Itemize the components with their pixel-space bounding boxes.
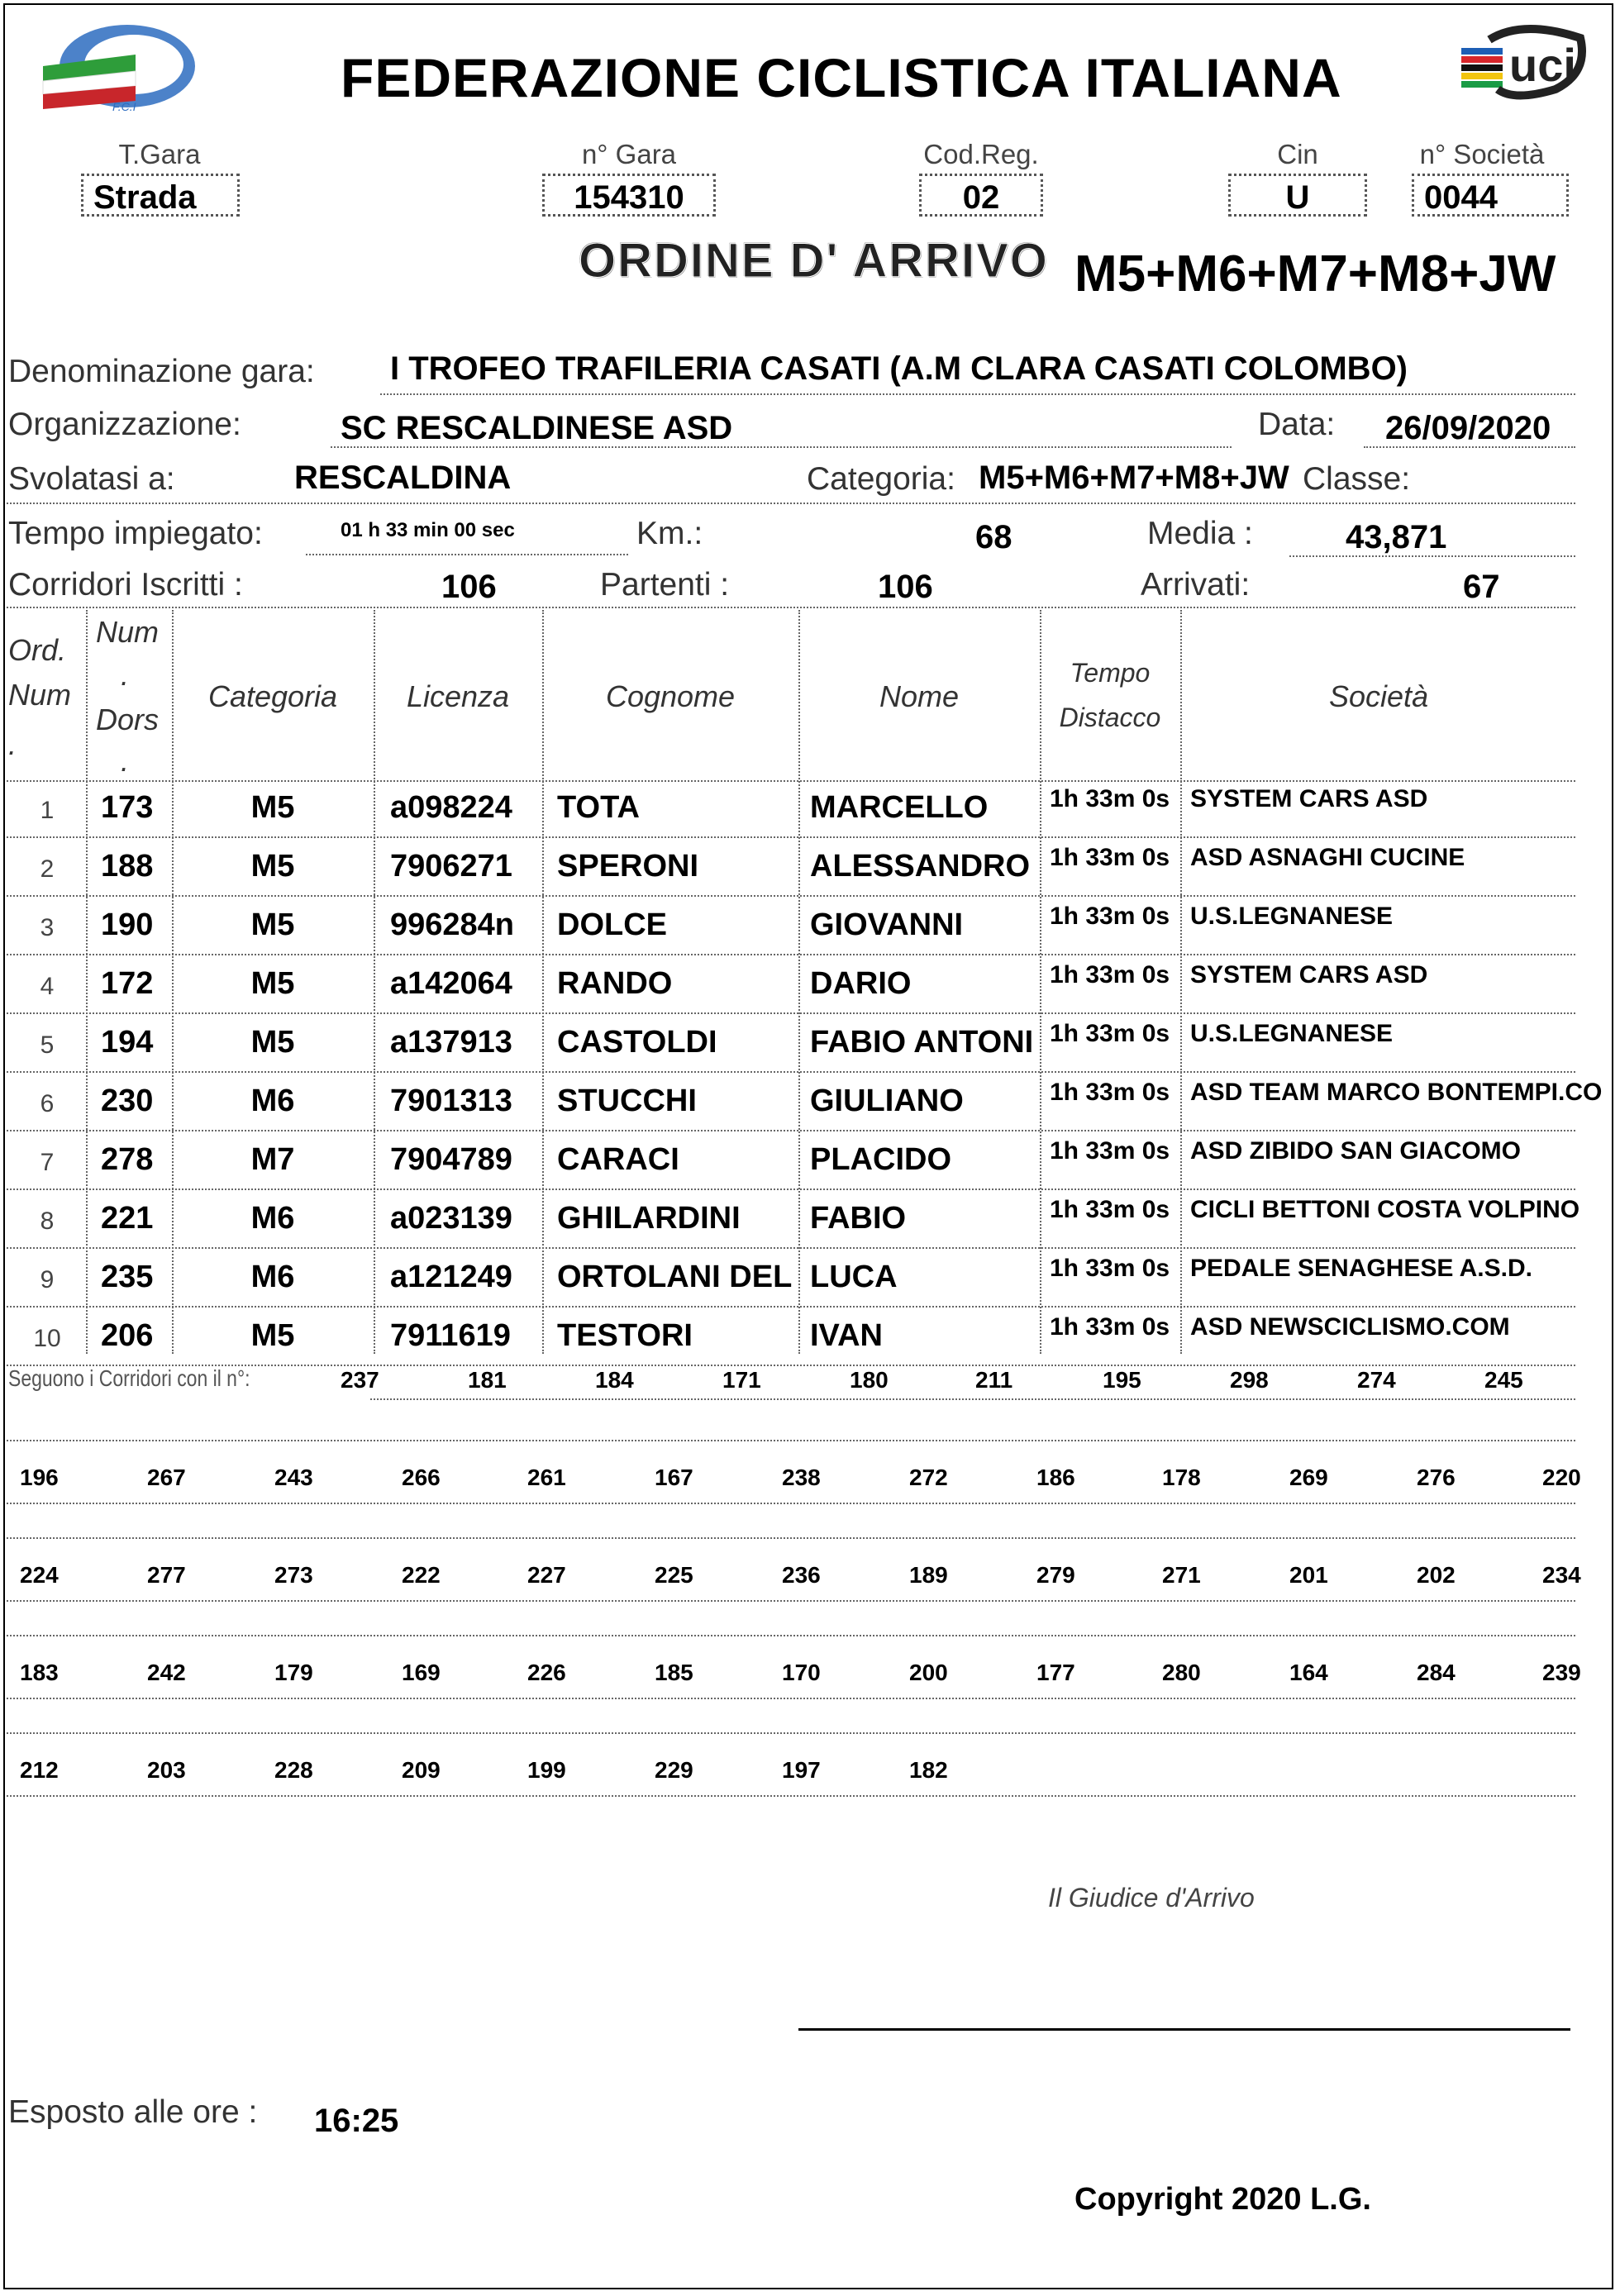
row-divider xyxy=(7,1012,1575,1014)
dors-cell: 230 xyxy=(101,1084,154,1118)
ord-cell: 1 xyxy=(40,797,55,824)
iscritti-value: 106 xyxy=(441,569,497,605)
media-label: Media : xyxy=(1147,516,1253,551)
categoria-cell: M7 xyxy=(250,1142,295,1177)
cin-label: Cin xyxy=(1277,139,1318,169)
nome-cell: PLACIDO xyxy=(810,1142,951,1177)
ord-cell: 6 xyxy=(40,1090,55,1117)
licenza-cell: a098224 xyxy=(390,790,512,825)
societa-cell: U.S.LEGNANESE xyxy=(1190,903,1394,930)
data-label: Data: xyxy=(1258,407,1336,442)
seguono-number: 178 xyxy=(1162,1465,1201,1490)
uci-logo-text: uci xyxy=(1509,39,1576,91)
tempo-cell: 1h 33m 0s xyxy=(1050,1020,1170,1047)
seguono-number: 234 xyxy=(1542,1562,1581,1588)
tempo-cell: 1h 33m 0s xyxy=(1050,1137,1170,1165)
doc-type-heading: ORDINE D' ARRIVO xyxy=(579,234,1049,288)
tempo-cell: 1h 33m 0s xyxy=(1050,1196,1170,1223)
dors-cell: 188 xyxy=(101,849,154,884)
seguono-number: 226 xyxy=(527,1660,566,1685)
licenza-cell: 7906271 xyxy=(390,849,512,884)
seguono-number: 220 xyxy=(1542,1465,1581,1490)
cognome-cell: TESTORI xyxy=(557,1318,693,1353)
tempo-label: Tempo impiegato: xyxy=(8,516,263,551)
row-divider xyxy=(7,895,1575,897)
km-value: 68 xyxy=(975,519,1012,555)
row-divider xyxy=(7,1188,1575,1190)
seguono-number: 170 xyxy=(782,1660,821,1685)
svolatasi-value: RESCALDINA xyxy=(294,460,512,496)
cognome-cell: ORTOLANI DEL xyxy=(557,1260,793,1294)
nome-cell: GIOVANNI xyxy=(810,907,964,942)
seguono-number: 271 xyxy=(1162,1562,1201,1588)
seguono-number: 227 xyxy=(527,1562,566,1588)
header-dors-1: Num xyxy=(96,615,160,649)
tempo-cell: 1h 33m 0s xyxy=(1050,1079,1170,1106)
row-divider xyxy=(7,836,1575,838)
nome-cell: GIULIANO xyxy=(810,1084,964,1118)
societa-cell: ASD ASNAGHI CUCINE xyxy=(1190,844,1465,871)
km-label: Km.: xyxy=(636,516,703,551)
seguono-number: 273 xyxy=(274,1562,313,1588)
header-dors-3: Dors xyxy=(96,703,160,736)
organizzazione-label: Organizzazione: xyxy=(8,407,241,442)
codreg-field: 02 xyxy=(919,174,1043,217)
categories-heading: M5+M6+M7+M8+JW xyxy=(1074,245,1556,302)
nome-cell: LUCA xyxy=(810,1260,898,1294)
seguono-number: 197 xyxy=(782,1757,821,1783)
dors-cell: 194 xyxy=(101,1025,154,1060)
row-divider xyxy=(7,954,1575,955)
ord-cell: 10 xyxy=(33,1325,61,1352)
licenza-cell: a023139 xyxy=(390,1201,512,1236)
tgara-field: Strada xyxy=(81,174,240,217)
header-licenza: Licenza xyxy=(406,679,510,713)
partenti-label: Partenti : xyxy=(600,567,730,603)
nome-cell: ALESSANDRO xyxy=(810,849,1031,884)
copyright: Copyright 2020 L.G. xyxy=(1074,2182,1371,2217)
seguono-number: 199 xyxy=(527,1757,566,1783)
row-divider xyxy=(7,1071,1575,1073)
iscritti-label: Corridori Iscritti : xyxy=(8,567,243,603)
cognome-cell: RANDO xyxy=(557,966,673,1001)
ord-cell: 3 xyxy=(40,914,55,941)
societa-cell: PEDALE SENAGHESE A.S.D. xyxy=(1190,1255,1532,1282)
seguono-number: 179 xyxy=(274,1660,313,1685)
licenza-cell: a142064 xyxy=(390,966,512,1001)
seguono-number: 298 xyxy=(1230,1367,1269,1393)
seguono-number: 276 xyxy=(1417,1465,1456,1490)
seguono-number: 238 xyxy=(782,1465,821,1490)
societa-cell: U.S.LEGNANESE xyxy=(1190,1020,1394,1047)
seguono-number: 201 xyxy=(1289,1562,1328,1588)
nome-cell: IVAN xyxy=(810,1318,883,1353)
seguono-number: 229 xyxy=(655,1757,693,1783)
seguono-number: 181 xyxy=(468,1367,507,1393)
seguono-divider xyxy=(7,1732,1575,1734)
header-dors-2: . xyxy=(121,658,130,692)
seguono-number: 184 xyxy=(595,1367,634,1393)
seguono-number: 239 xyxy=(1542,1660,1581,1685)
societa-cell: SYSTEM CARS ASD xyxy=(1190,961,1428,988)
dors-cell: 206 xyxy=(101,1318,154,1353)
header-tempo-1: Tempo xyxy=(1070,658,1151,688)
licenza-cell: 996284n xyxy=(390,907,515,942)
esposto-value: 16:25 xyxy=(314,2103,399,2139)
categoria-cell: M5 xyxy=(250,907,295,942)
categoria-label: Categoria: xyxy=(807,461,955,497)
ord-cell: 7 xyxy=(40,1149,55,1176)
dors-cell: 190 xyxy=(101,907,154,942)
tempo-cell: 1h 33m 0s xyxy=(1050,1255,1170,1282)
arrivati-value: 67 xyxy=(1463,569,1500,605)
seguono-number: 209 xyxy=(402,1757,441,1783)
societa-cell: CICLI BETTONI COSTA VOLPINO xyxy=(1190,1196,1580,1223)
seguono-divider xyxy=(7,1503,1575,1504)
seguono-number: 186 xyxy=(1036,1465,1075,1490)
denominazione-label: Denominazione gara: xyxy=(8,354,315,389)
arrivati-label: Arrivati: xyxy=(1141,567,1251,603)
dors-cell: 221 xyxy=(101,1201,154,1236)
categoria-cell: M5 xyxy=(250,849,295,884)
tempo-cell: 1h 33m 0s xyxy=(1050,1313,1170,1341)
ngara-label: n° Gara xyxy=(581,139,677,169)
seguono-number: 164 xyxy=(1289,1660,1328,1685)
seguono-number: 203 xyxy=(147,1757,186,1783)
nsocieta-label: n° Società xyxy=(1419,139,1545,169)
seguono-number: 245 xyxy=(1484,1367,1523,1393)
header-nome: Nome xyxy=(879,679,960,713)
seguono-number: 269 xyxy=(1289,1465,1328,1490)
seguono-number: 237 xyxy=(341,1367,379,1393)
categoria-cell: M5 xyxy=(250,1025,295,1060)
seguono-divider xyxy=(7,1537,1575,1539)
categoria-cell: M5 xyxy=(250,790,295,825)
row-divider xyxy=(7,1306,1575,1308)
dors-cell: 172 xyxy=(101,966,154,1001)
seguono-number: 284 xyxy=(1417,1660,1456,1685)
cin-field: U xyxy=(1228,174,1367,217)
header-tempo-2: Distacco xyxy=(1059,703,1161,732)
row-divider xyxy=(7,1130,1575,1131)
categoria-cell: M5 xyxy=(250,966,295,1001)
societa-cell: ASD NEWSCICLISMO.COM xyxy=(1190,1313,1510,1341)
tempo-cell: 1h 33m 0s xyxy=(1050,785,1170,812)
tempo-cell: 1h 33m 0s xyxy=(1050,903,1170,930)
seguono-number: 200 xyxy=(909,1660,948,1685)
partenti-value: 106 xyxy=(878,569,933,605)
header-categoria: Categoria xyxy=(207,679,338,713)
seguono-number: 222 xyxy=(402,1562,441,1588)
categoria-value: M5+M6+M7+M8+JW xyxy=(979,460,1289,496)
seguono-number: 202 xyxy=(1417,1562,1456,1588)
classe-label: Classe: xyxy=(1303,461,1411,497)
licenza-cell: a137913 xyxy=(390,1025,512,1060)
ord-cell: 5 xyxy=(40,1031,55,1059)
row-divider xyxy=(7,1247,1575,1249)
header-ord-3: . xyxy=(8,727,17,761)
seguono-number: 196 xyxy=(20,1465,59,1490)
header-ord-1: Ord. xyxy=(8,633,67,667)
seguono-number: 261 xyxy=(527,1465,566,1490)
cognome-cell: GHILARDINI xyxy=(557,1201,741,1236)
nome-cell: MARCELLO xyxy=(810,790,989,825)
header-societa: Società xyxy=(1328,679,1429,713)
seguono-number: 182 xyxy=(909,1757,948,1783)
cognome-cell: CARACI xyxy=(557,1142,679,1177)
licenza-cell: 7901313 xyxy=(390,1084,512,1118)
seguono-number: 280 xyxy=(1162,1660,1201,1685)
licenza-cell: 7904789 xyxy=(390,1142,512,1177)
ord-cell: 9 xyxy=(40,1266,55,1293)
organizzazione-value: SC RESCALDINESE ASD xyxy=(341,410,733,446)
seguono-number: 272 xyxy=(909,1465,948,1490)
uci-logo xyxy=(1456,23,1589,122)
seguono-number: 189 xyxy=(909,1562,948,1588)
media-value: 43,871 xyxy=(1346,519,1447,555)
ngara-field: 154310 xyxy=(542,174,716,217)
header-ord-2: Num xyxy=(8,678,72,712)
seguono-number: 243 xyxy=(274,1465,313,1490)
denominazione-value: I TROFEO TRAFILERIA CASATI (A.M CLARA CASATI COLOMBO) xyxy=(390,350,1408,387)
nsocieta-field: 0044 xyxy=(1412,174,1569,217)
seguono-number: 171 xyxy=(722,1367,761,1393)
seguono-number: 225 xyxy=(655,1562,693,1588)
cognome-cell: DOLCE xyxy=(557,907,667,942)
seguono-number: 211 xyxy=(975,1367,1013,1393)
seguono-divider xyxy=(7,1440,1575,1441)
categoria-cell: M6 xyxy=(250,1260,295,1294)
seguono-divider xyxy=(7,1795,1575,1797)
signature-line xyxy=(798,2028,1570,2031)
seguono-number: 183 xyxy=(20,1660,59,1685)
cognome-cell: STUCCHI xyxy=(557,1084,697,1118)
seguono-number: 242 xyxy=(147,1660,186,1685)
seguono-number: 228 xyxy=(274,1757,313,1783)
categoria-cell: M5 xyxy=(250,1318,295,1353)
seguono-number: 212 xyxy=(20,1757,59,1783)
header-dors-4: . xyxy=(121,744,130,778)
nome-cell: FABIO ANTONI xyxy=(810,1025,1034,1060)
tgara-label: T.Gara xyxy=(118,139,201,169)
ord-cell: 8 xyxy=(40,1208,55,1235)
nome-cell: DARIO xyxy=(810,966,912,1001)
tempo-cell: 1h 33m 0s xyxy=(1050,844,1170,871)
categoria-cell: M6 xyxy=(250,1201,295,1236)
societa-cell: ASD TEAM MARCO BONTEMPI.CO xyxy=(1190,1079,1603,1106)
codreg-label: Cod.Reg. xyxy=(923,139,1039,169)
seguono-number: 266 xyxy=(402,1465,441,1490)
fci-logo-text: F.C.I xyxy=(112,100,136,113)
seguono-number: 274 xyxy=(1357,1367,1396,1393)
societa-cell: ASD ZIBIDO SAN GIACOMO xyxy=(1190,1137,1522,1165)
dors-cell: 173 xyxy=(101,790,154,825)
ord-cell: 2 xyxy=(40,855,55,883)
societa-cell: SYSTEM CARS ASD xyxy=(1190,785,1428,812)
svolatasi-label: Svolatasi a: xyxy=(8,461,175,497)
dors-cell: 278 xyxy=(101,1142,154,1177)
seguono-number: 277 xyxy=(147,1562,186,1588)
seguono-number: 177 xyxy=(1036,1660,1075,1685)
seguono-number: 224 xyxy=(20,1562,59,1588)
cognome-cell: CASTOLDI xyxy=(557,1025,717,1060)
giudice-label: Il Giudice d'Arrivo xyxy=(1048,1883,1255,1913)
seguono-number: 185 xyxy=(655,1660,693,1685)
seguono-divider xyxy=(7,1635,1575,1636)
cognome-cell: SPERONI xyxy=(557,849,699,884)
seguono-divider xyxy=(7,1600,1575,1602)
nome-cell: FABIO xyxy=(810,1201,907,1236)
dors-cell: 235 xyxy=(101,1260,154,1294)
categoria-cell: M6 xyxy=(250,1084,295,1118)
licenza-cell: 7911619 xyxy=(390,1318,511,1353)
data-value: 26/09/2020 xyxy=(1385,410,1551,446)
ord-cell: 4 xyxy=(40,973,55,1000)
seguono-number: 180 xyxy=(850,1367,889,1393)
cognome-cell: TOTA xyxy=(557,790,640,825)
seguono-divider xyxy=(7,1698,1575,1699)
seguono-number: 195 xyxy=(1103,1367,1141,1393)
licenza-cell: a121249 xyxy=(390,1260,512,1294)
esposto-label: Esposto alle ore : xyxy=(8,2094,258,2130)
seguono-number: 236 xyxy=(782,1562,821,1588)
seguono-number: 169 xyxy=(402,1660,441,1685)
seguono-label: Seguono i Corridori con il n°: xyxy=(8,1365,250,1391)
seguono-number: 167 xyxy=(655,1465,693,1490)
fci-logo xyxy=(36,23,202,114)
seguono-number: 267 xyxy=(147,1465,186,1490)
tempo-cell: 1h 33m 0s xyxy=(1050,961,1170,988)
page-title: FEDERAZIONE CICLISTICA ITALIANA xyxy=(341,47,1342,108)
tempo-value: 01 h 33 min 00 sec xyxy=(341,519,515,541)
seguono-number: 279 xyxy=(1036,1562,1075,1588)
header-cognome: Cognome xyxy=(605,679,736,713)
